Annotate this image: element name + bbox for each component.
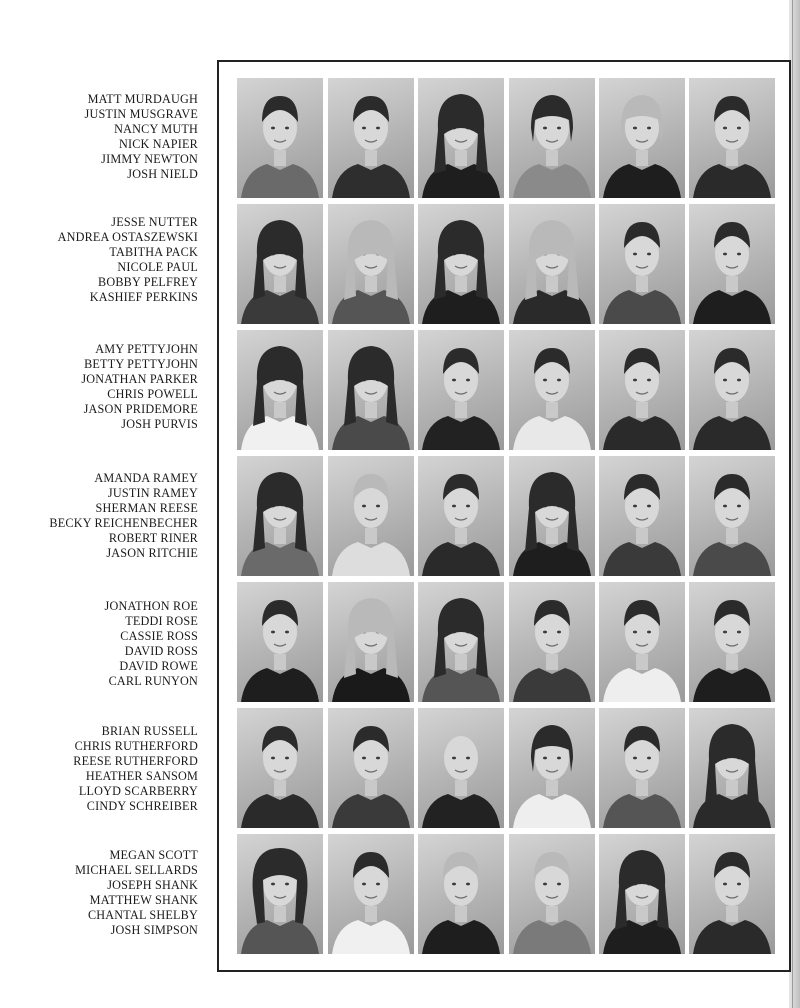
student-name: NICK NAPIER	[118, 137, 198, 151]
student-name: REESE RUTHERFORD	[73, 754, 198, 768]
student-portrait	[599, 330, 685, 450]
student-portrait	[599, 582, 685, 702]
student-name: JIMMY NEWTON	[101, 152, 198, 166]
student-name: JONATHON ROE	[104, 599, 198, 613]
student-portrait	[689, 456, 775, 576]
student-name: JUSTIN RAMEY	[107, 486, 198, 500]
student-portrait	[418, 456, 504, 576]
photo-row	[237, 330, 775, 450]
student-name: JOSEPH SHANK	[107, 878, 198, 892]
student-name: AMANDA RAMEY	[94, 471, 198, 485]
photo-row	[237, 78, 775, 198]
student-name: JOSH SIMPSON	[110, 923, 198, 937]
student-portrait	[328, 582, 414, 702]
name-group	[0, 471, 198, 561]
name-group	[0, 599, 198, 689]
student-name: JUSTIN MUSGRAVE	[84, 107, 198, 121]
student-name: BECKY REICHENBECHER	[49, 516, 198, 530]
student-name: SHERMAN REESE	[95, 501, 198, 515]
student-portrait	[599, 834, 685, 954]
student-name: MATTHEW SHANK	[89, 893, 198, 907]
student-name: MATT MURDAUGH	[87, 92, 198, 106]
student-portrait	[328, 834, 414, 954]
student-name: NANCY MUTH	[114, 122, 198, 136]
student-portrait	[237, 708, 323, 828]
student-portrait	[328, 204, 414, 324]
student-portrait	[328, 330, 414, 450]
name-group	[0, 848, 198, 938]
student-name: TEDDI ROSE	[125, 614, 198, 628]
student-name: BRIAN RUSSELL	[101, 724, 198, 738]
photo-row	[237, 708, 775, 828]
student-name: KASHIEF PERKINS	[89, 290, 198, 304]
student-name: CHRIS POWELL	[107, 387, 198, 401]
student-name: JOSH NIELD	[127, 167, 198, 181]
student-name: AMY PETTYJOHN	[95, 342, 198, 356]
student-name: CASSIE ROSS	[120, 629, 198, 643]
student-name: MEGAN SCOTT	[109, 848, 198, 862]
student-portrait	[599, 456, 685, 576]
student-name: CHANTAL SHELBY	[87, 908, 198, 922]
student-portrait	[689, 330, 775, 450]
photo-row	[237, 582, 775, 702]
student-portrait	[689, 204, 775, 324]
student-name: ROBERT RINER	[108, 531, 198, 545]
student-portrait	[328, 78, 414, 198]
student-portrait	[418, 330, 504, 450]
student-portrait	[418, 78, 504, 198]
student-portrait	[237, 330, 323, 450]
student-name: CINDY SCHREIBER	[86, 799, 198, 813]
student-name: CHRIS RUTHERFORD	[74, 739, 198, 753]
student-portrait	[689, 834, 775, 954]
student-portrait	[509, 78, 595, 198]
name-group	[0, 342, 198, 432]
student-name: JONATHAN PARKER	[81, 372, 198, 386]
photo-row	[237, 834, 775, 954]
student-portrait	[599, 708, 685, 828]
student-name: JOSH PURVIS	[121, 417, 198, 431]
student-name: MICHAEL SELLARDS	[75, 863, 198, 877]
student-portrait	[237, 204, 323, 324]
name-group	[0, 724, 198, 814]
student-portrait	[689, 78, 775, 198]
student-portrait	[237, 582, 323, 702]
student-name: TABITHA PACK	[109, 245, 198, 259]
student-portrait	[328, 456, 414, 576]
student-portrait	[689, 708, 775, 828]
student-portrait	[599, 78, 685, 198]
student-portrait	[509, 582, 595, 702]
student-portrait	[237, 78, 323, 198]
student-name: JASON RITCHIE	[106, 546, 198, 560]
student-portrait	[599, 204, 685, 324]
student-portrait	[418, 834, 504, 954]
photo-row	[237, 456, 775, 576]
student-name: HEATHER SANSOM	[85, 769, 198, 783]
student-portrait	[689, 582, 775, 702]
photo-row	[237, 204, 775, 324]
student-portrait	[509, 330, 595, 450]
student-name: BETTY PETTYJOHN	[84, 357, 198, 371]
student-portrait	[509, 204, 595, 324]
student-portrait	[509, 708, 595, 828]
student-portrait	[418, 204, 504, 324]
page-edge-line	[792, 0, 793, 1008]
student-portrait	[509, 834, 595, 954]
student-portrait	[418, 582, 504, 702]
student-name: DAVID ROWE	[119, 659, 198, 673]
student-name: DAVID ROSS	[124, 644, 198, 658]
name-group	[0, 92, 198, 182]
student-portrait	[418, 708, 504, 828]
student-name: JESSE NUTTER	[111, 215, 198, 229]
student-name: JASON PRIDEMORE	[83, 402, 198, 416]
student-name: CARL RUNYON	[108, 674, 198, 688]
student-name: BOBBY PELFREY	[97, 275, 198, 289]
student-portrait	[237, 834, 323, 954]
student-name: NICOLE PAUL	[117, 260, 198, 274]
student-name: ANDREA OSTASZEWSKI	[57, 230, 198, 244]
student-portrait	[328, 708, 414, 828]
student-portrait	[509, 456, 595, 576]
name-group	[0, 215, 198, 305]
student-portrait	[237, 456, 323, 576]
student-name: LLOYD SCARBERRY	[78, 784, 198, 798]
